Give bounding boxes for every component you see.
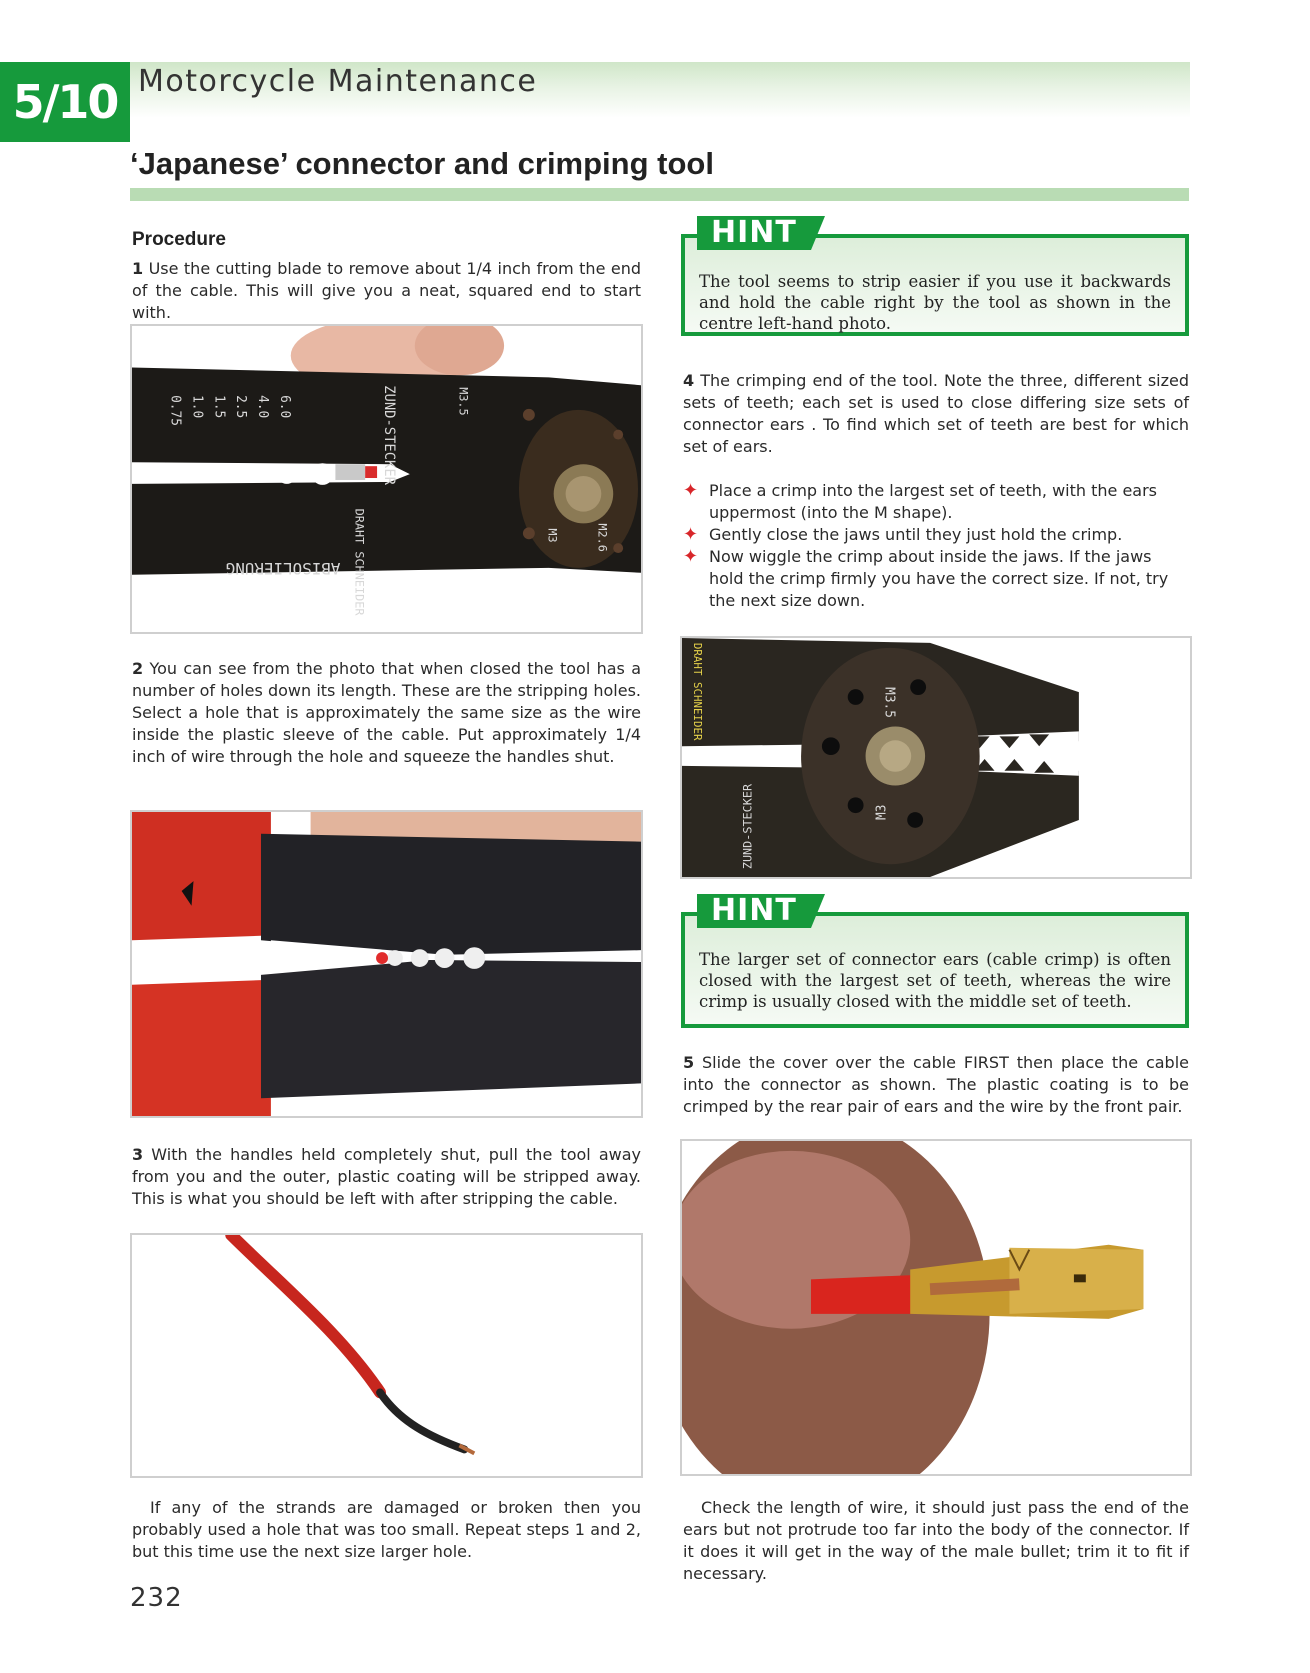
step-3-text: With the handles held completely shut, pull the tool away from you and the outer, plastic coating will be stripped away. This is what you should be left with after stripping the cable.: [132, 1145, 642, 1208]
red-handle-top: [132, 812, 271, 940]
hint-box-1: [681, 215, 1189, 336]
section-rule: [130, 188, 1189, 201]
gauge-label: 2.5: [233, 395, 249, 419]
step-5-number: 5: [683, 1053, 695, 1072]
bullet-star-icon: ✦: [683, 546, 699, 567]
photo-connector-image: [682, 1141, 1190, 1474]
step-4-text: The crimping end of the tool. Note the three, different sized sets of teeth; each set is used to close differing size sets of connector ears . To find which set of teeth are best for which set of ears.: [683, 371, 1189, 456]
cable-red: [376, 952, 388, 964]
stecker-label: ZUND-STECKER: [381, 385, 398, 485]
step-5-text: Slide the cover over the cable FIRST then place the cable into the connector as shown. The plastic coating is to be crimped by the rear pair of ears and the wire by the front pair.: [683, 1053, 1189, 1116]
chapter-number: 5/10: [0, 62, 130, 142]
photo-tool-handles: [130, 810, 643, 1118]
step-2-number: 2: [132, 659, 144, 678]
red-handle-bottom: [132, 980, 271, 1116]
photo-crimping-end-image: [682, 638, 1190, 877]
step-2: [132, 658, 641, 768]
bullet-star-icon: ✦: [683, 524, 699, 545]
step-1-text: Use the cutting blade to remove about 1/4 inch from the end of the cable. This will give you a neat, squared end to start with.: [132, 259, 641, 322]
list-item: [683, 524, 1189, 546]
bullet-star-icon: ✦: [683, 480, 699, 501]
photo-tool-handles-image: [132, 812, 641, 1116]
gauge-label: 4.0: [254, 395, 271, 419]
gauge-label: 0.75: [167, 395, 183, 426]
bullet-list: [683, 480, 1189, 612]
photo-stripped-cable-image: [132, 1235, 641, 1476]
cable-end: [335, 464, 365, 480]
list-item-text: Now wiggle the crimp about inside the jaws. If the jaws hold the crimp firmly you have the correct size. If not, try the next size down.: [709, 547, 1169, 610]
m35-label: M3.5: [881, 687, 897, 718]
step-5: [683, 1052, 1189, 1118]
m26-label: M2.6: [595, 523, 610, 552]
hint-text-2: The larger set of connector ears (cable crimp) is often closed with the largest set of teeth, whereas the wire crimp is usually closed with the middle set of teeth.: [699, 950, 1171, 1011]
drahtschneider-label: DRAHT SCHNEIDER: [352, 508, 367, 616]
section-title: ‘Japanese’ connector and crimping tool: [130, 146, 714, 181]
gauge-label: 6.0: [276, 395, 292, 419]
list-item-text: Place a crimp into the largest set of teeth, with the ears uppermost (into the M shape).: [709, 481, 1158, 522]
drahtschneider-label: DRAHT SCHNEIDER: [690, 642, 704, 741]
m3-label: M3: [874, 804, 890, 820]
list-item: [683, 480, 1189, 524]
photo-connector: [680, 1139, 1192, 1476]
tool-jaw-top: [261, 834, 641, 955]
photo-stripping-tool: [130, 324, 643, 634]
page-number: 232: [130, 1583, 183, 1613]
step-1-number: 1: [132, 259, 144, 278]
hint-text-1: The tool seems to strip easier if you use it backwards and hold the cable right by the tool as shown in the centre left-hand photo.: [699, 272, 1171, 333]
m35-label: M3.5: [456, 387, 471, 416]
step-4-number: 4: [683, 371, 695, 390]
hint-label-2: HINT: [697, 894, 811, 928]
photo-crimping-end: [680, 636, 1192, 879]
copper-wire: [930, 1284, 1019, 1289]
note-left: If any of the strands are damaged or broken then you probably used a hole that was too small. Repeat steps 1 and 2, but this time use the next size larger hole.: [132, 1498, 641, 1561]
gauge-label: 1.5: [211, 395, 227, 419]
cable-red: [365, 466, 377, 478]
gauge-label: 1.0: [189, 395, 205, 419]
abisolierung-label: ABISOLIERUNG: [225, 558, 341, 578]
step-3: [132, 1144, 641, 1210]
tool-jaw-bottom: [261, 960, 641, 1098]
book-title: Motorcycle Maintenance: [138, 64, 538, 99]
hint-label-1: HINT: [697, 216, 811, 250]
hint-box-2: [681, 893, 1189, 1028]
step-3-number: 3: [132, 1145, 144, 1164]
step-4: [683, 370, 1189, 458]
m3-label: M3: [545, 528, 560, 543]
photo-stripped-cable: [130, 1233, 643, 1478]
stecker-label: ZUND-STECKER: [740, 783, 755, 870]
list-item: [683, 546, 1189, 612]
list-item-text: Gently close the jaws until they just hold the crimp.: [709, 525, 1123, 544]
procedure-heading: Procedure: [132, 229, 226, 250]
note-right: Check the length of wire, it should just pass the end of the ears but not protrude too far into the body of the connector. If it does it will get in the way of the male bullet; trim it to fit if necessary.: [683, 1498, 1189, 1583]
step-2-text: You can see from the photo that when closed the tool has a number of holes down its length. These are the stripping holes. Select a hole that is approximately the same size as the wire inside the plastic sleeve of the cable. Put approximately 1/4 inch of wire through the hole and squeeze the handles shut.: [132, 659, 641, 766]
step-1: [132, 258, 641, 324]
photo-stripping-tool-image: [132, 326, 641, 632]
